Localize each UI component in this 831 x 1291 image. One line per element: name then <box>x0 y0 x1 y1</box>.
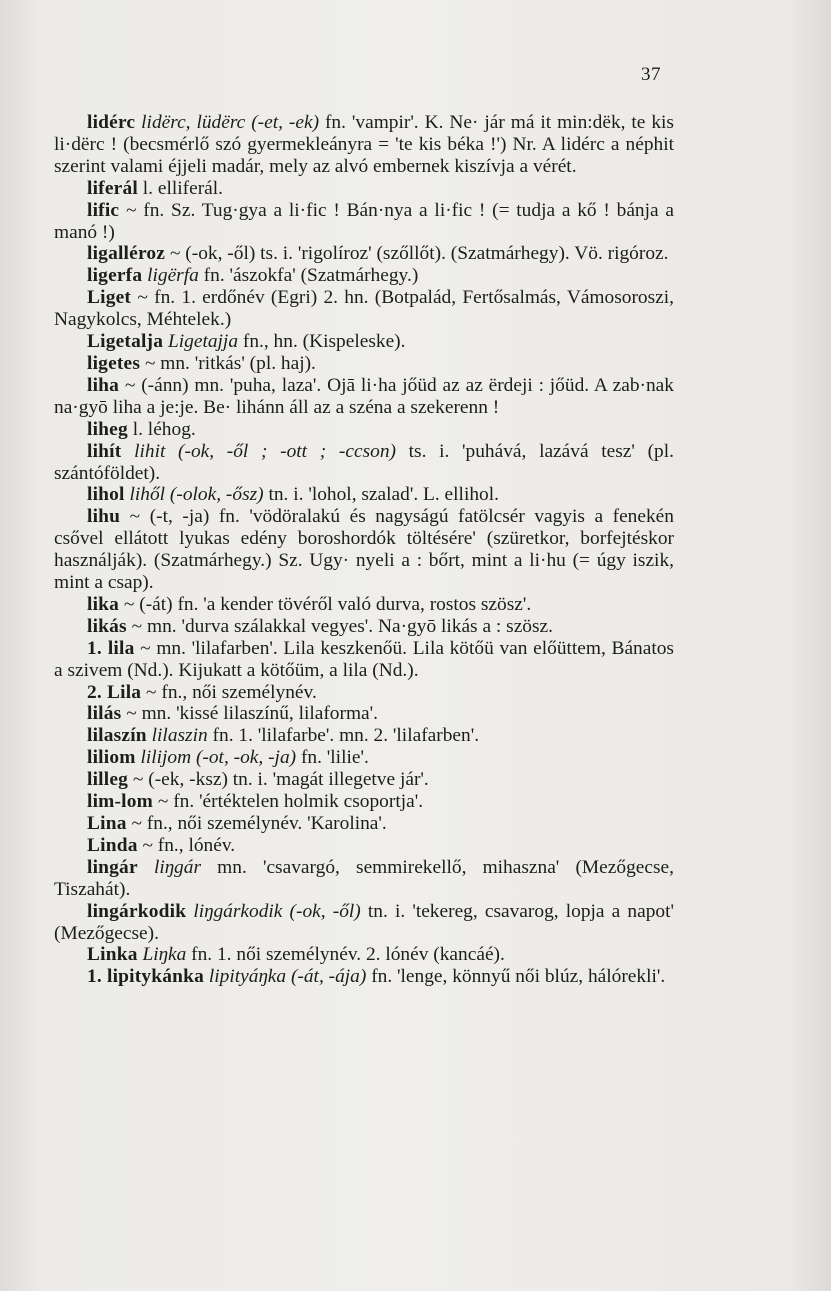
dictionary-entry <box>54 506 674 594</box>
entry-definition: ~ mn. 'durva szálakkal vegyes'. Na·gyō likás a : szösz. <box>126 615 553 637</box>
entry-definition: ~ fn. Sz. Tug·gya a li·fic ! Bán·nya a li·fic ! (= tudja a kő ! bánja a manó !) <box>54 199 674 243</box>
dictionary-entry <box>54 703 674 725</box>
entry-definition: fn. 'lenge, könnyű női blúz, hálórekli'. <box>366 966 666 988</box>
entry-definition: l. elliferál. <box>137 177 223 199</box>
entry-headword: ligalléroz <box>87 243 166 265</box>
entry-headword: lihu <box>87 506 121 528</box>
dictionary-entry <box>54 287 674 331</box>
entry-definition: fn., hn. (Kispeleske). <box>238 331 406 353</box>
dictionary-entry <box>54 638 674 682</box>
entry-headword: lific <box>87 199 120 221</box>
entry-headword: Ligetalja <box>87 331 164 353</box>
dictionary-entry <box>54 725 674 747</box>
entry-definition: fn. 'lilie'. <box>296 747 369 769</box>
entry-headword: liha <box>87 374 120 396</box>
dictionary-entry <box>54 200 674 244</box>
entry-headword: 1. lila <box>87 637 135 659</box>
entry-headword: liferál <box>87 177 138 199</box>
dictionary-entry <box>54 265 674 287</box>
dictionary-entry <box>54 331 674 353</box>
entry-headword: lilás <box>87 703 122 725</box>
dictionary-entry <box>54 813 674 835</box>
entry-definition: tn. i. 'tekereg, csavarog, lopja a napot' (Mezőgecse). <box>54 900 674 944</box>
entry-definition: ~ mn. 'ritkás' (pl. haj). <box>140 352 316 374</box>
entry-definition: mn. 'csavargó, semmirekellő, mihaszna' (Mezőgecse, Tiszahát). <box>54 856 674 900</box>
entry-headword: liheg <box>87 418 128 440</box>
entry-headword: Lina <box>87 813 127 834</box>
entry-definition: ~ fn. 'értéktelen holmik csoportja'. <box>153 791 424 813</box>
entry-variant-form: Liŋka <box>142 944 187 966</box>
dictionary-entry <box>54 747 674 769</box>
dictionary-entry <box>54 791 674 813</box>
entry-variant-form: liŋgár <box>153 856 201 878</box>
entry-headword: lilaszín <box>87 725 147 747</box>
entry-definition: ~ (-ek, -ksz) tn. i. 'magát illegetve jár'. <box>128 769 429 791</box>
dictionary-entry <box>54 616 674 638</box>
entry-definition: fn. 'vampir'. K. Ne· jár má it min:dëk, te kis li·dërc ! (becsmérlő szó gyermekleányra = 'te kis béka !') Nr. A lidérc a néphit szerint valami éjjeli madár, mely az alvó embernek kiszívja a vérét. <box>54 112 674 177</box>
dictionary-entry <box>54 769 674 791</box>
entry-definition: ~ (-át) fn. 'a kender tövéről való durva, rostos szösz'. <box>119 593 532 615</box>
entry-headword: lingár <box>87 856 138 878</box>
entry-headword: lingárkodik <box>87 900 187 922</box>
entry-definition: fn. 1. 'lilafarbe'. mn. 2. 'lilafarben'. <box>207 725 480 747</box>
entry-variant-form: lihől (-olok, -ősz) <box>129 484 264 506</box>
entry-variant-form: lilaszin <box>151 725 208 747</box>
dictionary-entry <box>54 682 674 704</box>
entry-variant-form: Ligetajja <box>167 331 239 353</box>
entry-definition: ~ mn. 'lilafarben'. Lila keszkenőü. Lila kötőü van előüttem, Bánatos a szivem (Nd.). Kijukatt a kötőüm, a lila (Nd.). <box>54 637 674 681</box>
entry-definition: fn. 1. női személynév. 2. lónév (kancáé). <box>186 944 505 966</box>
entry-variant-form: lipityáŋka (-át, -ája) <box>208 966 367 988</box>
entry-headword: lika <box>87 593 120 615</box>
entry-definition: ~ fn., lónév. <box>137 834 236 856</box>
entry-definition: ~ (-t, -ja) fn. 'vödöralakú és nagyságú fatölcsér vagyis a fenekén csővel ellátott lyukas edény boroshordók töltésére' (szüretkor, borfejtéskor használják). (Szatmárhegy.) Sz. Ugy· nyeli a : bőrt, mint a li·hu (= úgy iszik, mint a csap). <box>54 506 674 594</box>
entry-headword: 2. Lila <box>87 681 142 703</box>
dictionary-entry <box>54 419 674 441</box>
entry-headword: Linda <box>87 834 138 856</box>
dictionary-entry <box>54 353 674 375</box>
dictionary-entry <box>54 375 674 419</box>
entry-definition: ~ fn., női személynév. <box>141 681 317 703</box>
entry-definition: ~ (-ok, -ől) ts. i. 'rigolíroz' (szőllőt). (Szatmárhegy). Vö. rigóroz. <box>165 243 669 265</box>
dictionary-entry <box>54 484 674 506</box>
entry-headword: likás <box>87 615 127 637</box>
entry-definition: ~ mn. 'kissé lilaszínű, lilaforma'. <box>121 703 378 725</box>
dictionary-entry <box>54 178 674 200</box>
entry-definition: ~ fn., női személynév. 'Karolina'. <box>126 813 387 834</box>
entry-headword: 1. lipitykánka <box>87 966 205 988</box>
entry-variant-form: lihit (-ok, -ől ; -ott ; -ccson) <box>134 440 396 462</box>
entry-headword: ligerfa <box>87 265 143 287</box>
entry-headword: lilleg <box>87 769 129 791</box>
entry-definition: ~ fn. 1. erdőnév (Egri) 2. hn. (Botpalád, Fertősalmás, Vámosoroszi, Nagykolcs, Méhtelek.) <box>54 287 674 331</box>
dictionary-entry <box>54 857 674 901</box>
entry-definition: ~ (-ánn) mn. 'puha, laza'. Ojā li·ha jőüd az az ërdeji : jőüd. A zab·nak na·gyō liha a je:je. Be· lihánn áll az a széna a szekerenn ! <box>54 374 674 418</box>
entry-headword: lihít <box>87 440 122 462</box>
dictionary-entry <box>54 835 674 857</box>
entry-headword: liliom <box>87 747 136 769</box>
entry-headword: Linka <box>87 944 138 966</box>
entry-definition: tn. i. 'lohol, szalad'. L. ellihol. <box>263 484 499 506</box>
entry-headword: lihol <box>87 484 125 506</box>
entry-definition: fn. 'ászokfa' (Szatmárhegy.) <box>198 265 419 287</box>
dictionary-entry <box>54 112 674 178</box>
dictionary-entry <box>54 901 674 945</box>
entry-headword: lim-lom <box>87 791 154 813</box>
entry-headword: lidérc <box>87 112 136 133</box>
entry-variant-form: lilijom (-ot, -ok, -ja) <box>140 747 297 769</box>
entry-headword: Liget <box>87 287 132 309</box>
entry-variant-form: ligërfa <box>147 265 199 287</box>
dictionary-entry <box>54 966 674 988</box>
entry-variant-form: lidërc, lüdërc (-et, -ek) <box>141 112 320 133</box>
dictionary-entry <box>54 243 674 265</box>
dictionary-entry <box>54 944 674 966</box>
dictionary-entries <box>54 112 674 988</box>
entry-definition: l. léhog. <box>127 418 196 440</box>
page-number: 37 <box>641 64 661 85</box>
entry-definition: ts. i. 'puhává, lazává tesz' (pl. szántóföldet). <box>54 440 674 484</box>
dictionary-entry <box>54 441 674 485</box>
dictionary-entry <box>54 594 674 616</box>
entry-headword: ligetes <box>87 352 141 374</box>
entry-variant-form: liŋgárkodik (-ok, -ől) <box>193 900 361 922</box>
